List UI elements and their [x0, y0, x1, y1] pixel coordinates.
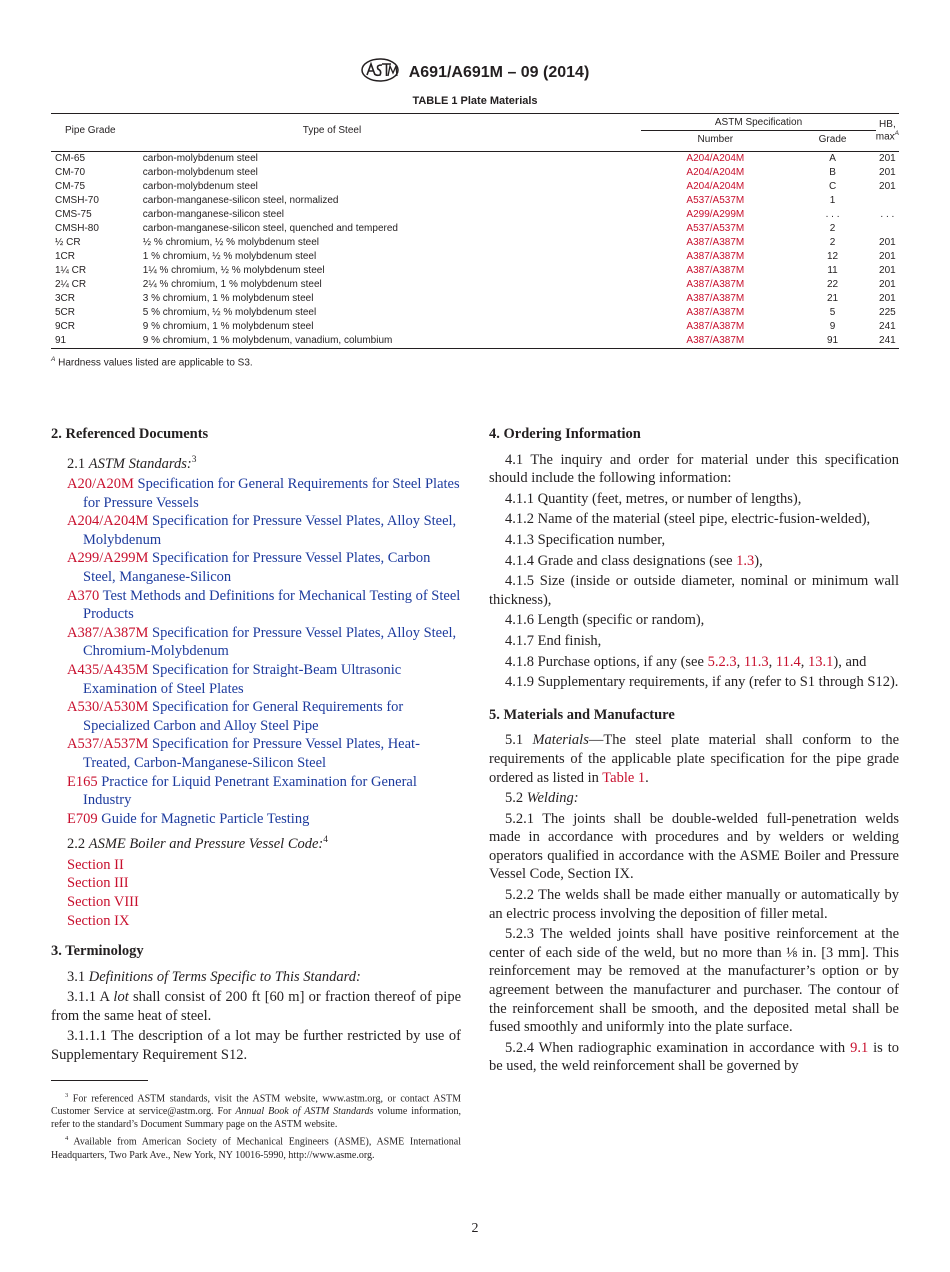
standard-code[interactable]: A387/A387M: [67, 624, 149, 641]
table-caption: TABLE 1 Plate Materials: [412, 95, 538, 107]
standard-code[interactable]: A20/A20M: [67, 476, 134, 493]
asme-section-link[interactable]: Section VIII: [67, 893, 139, 910]
spec-number-link[interactable]: A387/A387M: [686, 265, 745, 276]
hb-max-cell: 201: [879, 279, 896, 290]
spec-grade-cell: 1: [829, 195, 836, 206]
spec-grade-cell: 12: [826, 251, 839, 262]
col-header-grade: Grade: [818, 133, 847, 145]
page-number: 2: [471, 1221, 479, 1236]
pipe-grade-cell: 1CR: [55, 251, 76, 262]
steel-type-cell: carbon-manganese-silicon steel: [142, 209, 284, 220]
spec-number-link[interactable]: A387/A387M: [686, 251, 745, 262]
table-row: [51, 278, 899, 292]
document-designation: A691/A691M – 09 (2014): [408, 63, 590, 81]
hb-max-cell: 201: [879, 181, 896, 192]
table-row: [51, 306, 899, 320]
col-header-hb-max: HB, $\max^A$: [876, 114, 899, 148]
steel-type-cell: 1 % chromium, ½ % molybdenum steel: [142, 251, 317, 262]
standard-code[interactable]: A299/A299M: [67, 550, 149, 567]
section-2-1: 2.1 ASTM Standards:$^3$: [67, 454, 197, 472]
standard-code[interactable]: E165: [67, 773, 98, 790]
spec-grade-cell: 22: [826, 279, 839, 290]
section-4-1-6: 4.1.6 Length (specific or random),: [505, 612, 705, 629]
xref-table-1[interactable]: Table 1: [602, 769, 646, 786]
section-4-1-3: 4.1.3 Specification number,: [505, 531, 666, 548]
steel-type-cell: carbon-molybdenum steel: [142, 167, 258, 178]
asme-section-link[interactable]: Section III: [67, 875, 129, 892]
pipe-grade-cell: CM-70: [55, 167, 86, 178]
pipe-grade-cell: 91: [51, 334, 143, 349]
asme-sections-list: [51, 856, 461, 930]
standard-code[interactable]: E709: [67, 810, 98, 827]
section-5-2-4: 5.2.4 When radiographic examination in accordance with 9.1 is to be used, the weld reinforcement shall be governed by: [489, 1039, 899, 1075]
table-row: [51, 152, 899, 167]
steel-type-cell: carbon-manganese-silicon steel, normalized: [142, 195, 339, 206]
spec-grade-cell: 2: [829, 223, 836, 234]
spec-grade-cell: 21: [826, 293, 839, 304]
spec-grade-cell: . . .: [825, 209, 840, 220]
xref-13-1[interactable]: 13.1: [808, 653, 834, 670]
xref-9-1[interactable]: 9.1: [850, 1039, 869, 1056]
spec-number-link[interactable]: A387/A387M: [686, 321, 745, 332]
table-row: [51, 292, 899, 306]
referenced-standards-list: [51, 475, 461, 828]
section-4-1: 4.1 The inquiry and order for material under this specification should include the following information:: [489, 451, 899, 487]
section-4-1-8: 4.1.8 Purchase options, if any (see 5.2.3, 11.3, 11.4, 13.1), and: [505, 653, 867, 670]
table-row: [51, 264, 899, 278]
hb-max-cell: 201: [879, 153, 896, 164]
standard-title[interactable]: Practice for Liquid Penetrant Examination for General Industry: [83, 773, 417, 809]
spec-grade-cell: C: [828, 181, 837, 192]
asme-section-link[interactable]: Section IX: [67, 912, 130, 929]
standard-code[interactable]: A370: [67, 587, 100, 604]
section-2-heading: 2. Referenced Documents: [51, 426, 209, 442]
pipe-grade-cell: CMS-75: [55, 209, 92, 220]
section-4-1-5: 4.1.5 Size (inside or outside diameter, nominal or minimum wall thickness),: [489, 573, 899, 608]
col-header-number: Number: [697, 133, 734, 145]
spec-number-link[interactable]: A387/A387M: [686, 279, 745, 290]
section-5-2: 5.2 Welding:: [505, 790, 579, 807]
pipe-grade-cell: 5CR: [55, 307, 76, 318]
spec-grade-cell: 2: [829, 237, 836, 248]
table-row: [51, 222, 899, 236]
right-column: [489, 425, 899, 1078]
pipe-grade-cell: 3CR: [55, 293, 76, 304]
pipe-grade-cell: 2¼ CR: [55, 279, 87, 290]
footnote-3: $^3$ For referenced ASTM standards, visit the ASTM website, www.astm.org, or contact ASTM Customer Service at service@astm.org. For Annual Book of ASTM Standards volume information, refer to the standard’s Document Summary page on the ASTM website.: [51, 1092, 461, 1131]
table-row: [51, 194, 899, 208]
section-4-heading: 4. Ordering Information: [489, 426, 641, 442]
pipe-grade-cell: CM-75: [55, 181, 86, 192]
pipe-grade-cell: ½ CR: [55, 237, 81, 248]
spec-grade-cell: A: [829, 153, 836, 164]
referenced-standard[interactable]: [67, 735, 461, 772]
footnotes: [51, 1089, 461, 1163]
steel-type-cell: 2¼ % chromium, 1 % molybdenum steel: [142, 279, 322, 290]
steel-type-cell: 5 % chromium, ½ % molybdenum steel: [142, 307, 317, 318]
pipe-grade-cell: CM-65: [55, 153, 86, 164]
standard-title[interactable]: Specification for General Requirements for Specialized Carbon and Alloy Steel Pipe: [83, 699, 404, 734]
pipe-grade-cell: 1¼ CR: [55, 265, 87, 276]
spec-grade-cell: 9: [829, 321, 836, 332]
spec-number-link[interactable]: A387/A387M: [686, 237, 745, 248]
standard-code[interactable]: A530/A530M: [67, 699, 149, 716]
hb-max-cell: 241: [879, 321, 896, 332]
section-4-1-9: 4.1.9 Supplementary requirements, if any (refer to S1 through S12).: [505, 674, 899, 691]
table-row: [51, 236, 899, 250]
footnote-rule: [51, 1080, 148, 1081]
standard-title[interactable]: Test Methods and Definitions for Mechanical Testing of Steel Products: [83, 587, 461, 623]
table-row: [51, 250, 899, 264]
referenced-standard[interactable]: [67, 810, 461, 829]
referenced-standard[interactable]: [67, 512, 461, 549]
section-4-1-2: 4.1.2 Name of the material (steel pipe, electric-fusion-welded),: [505, 511, 871, 528]
footnote-4: $^4$ Available from American Society of Mechanical Engineers (ASME), ASME International Headquarters, Two Park Ave., New York, NY 10016-5990, http://www.asme.org.: [51, 1135, 461, 1161]
hb-max-cell: 201: [879, 251, 896, 262]
standard-title[interactable]: Guide for Magnetic Particle Testing: [97, 810, 310, 827]
table-row: [51, 180, 899, 194]
steel-type-cell: 3 % chromium, 1 % molybdenum steel: [142, 293, 314, 304]
spec-number-link[interactable]: A537/A537M: [686, 195, 745, 206]
hb-max-cell: 201: [879, 265, 896, 276]
hb-max-cell: 201: [879, 237, 896, 248]
steel-type-cell: 9 % chromium, 1 % molybdenum steel: [142, 321, 314, 332]
section-3-1-1: 3.1.1 A lot shall consist of 200 ft [60 m] or fraction thereof of pipe from the same heat of steel.: [51, 989, 461, 1024]
spec-number-link[interactable]: A299/A299M: [686, 209, 745, 220]
hb-max-cell: 225: [879, 307, 896, 318]
pipe-grade-cell: 9CR: [55, 321, 76, 332]
document-header: [0, 58, 950, 87]
section-4-1-4: 4.1.4 Grade and class designations (see 1.3),: [505, 552, 763, 569]
standard-title[interactable]: Specification for Straight-Beam Ultrasonic Examination of Steel Plates: [83, 661, 402, 697]
xref-1-3[interactable]: 1.3: [736, 552, 755, 569]
astm-logo-icon: [361, 58, 399, 87]
standard-title[interactable]: Specification for General Requirements for Steel Plates for Pressure Vessels: [83, 476, 460, 511]
spec-grade-cell: 91: [789, 334, 875, 349]
section-5-1: 5.1 Materials—The steel plate material shall conform to the requirements of the applicable plate specification for the pipe grade ordered as listed in Table 1.: [489, 732, 900, 786]
standard-title[interactable]: Specification for Pressure Vessel Plates, Alloy Steel, Chromium-Molybdenum: [83, 624, 457, 660]
section-3-1-1-1: 3.1.1.1 The description of a lot may be further restricted by use of Supplementary Requirement S12.: [51, 1028, 461, 1064]
table-row: [51, 334, 899, 349]
table-footnote: $^A$ Hardness values listed are applicable to S3.: [51, 356, 253, 369]
section-4-1-1: 4.1.1 Quantity (feet, metres, or number of lengths),: [505, 490, 802, 507]
hb-max-cell: 201: [879, 293, 896, 304]
plate-materials-table: [51, 113, 899, 349]
left-column: [51, 425, 461, 1067]
section-5-heading: 5. Materials and Manufacture: [489, 706, 675, 723]
section-4-1-7: 4.1.7 End finish,: [505, 632, 602, 649]
spec-grade-cell: 5: [829, 307, 836, 318]
referenced-standard[interactable]: [67, 475, 461, 512]
standard-title[interactable]: Specification for Pressure Vessel Plates, Heat-Treated, Carbon-Manganese-Silicon Steel: [83, 736, 420, 771]
standard-title[interactable]: Specification for Pressure Vessel Plates, Alloy Steel, Molybdenum: [83, 513, 457, 548]
spec-number-link[interactable]: A204/A204M: [686, 153, 745, 164]
pipe-grade-cell: CMSH-70: [55, 195, 99, 206]
col-header-type-of-steel: Type of Steel: [143, 114, 642, 148]
xref-11-4[interactable]: 11.4: [775, 653, 801, 670]
xref-11-3[interactable]: 11.3: [743, 653, 769, 670]
standard-code[interactable]: A204/A204M: [67, 513, 149, 530]
steel-type-cell: 9 % chromium, 1 % molybdenum, vanadium, columbium: [143, 334, 642, 349]
section-5-2-2: 5.2.2 The welds shall be made either manually or automatically by an electric process involving the deposition of filler metal.: [489, 887, 899, 922]
spec-number-link[interactable]: A537/A537M: [686, 223, 745, 234]
asme-section-link[interactable]: Section II: [67, 856, 124, 873]
section-5-2-3: 5.2.3 The welded joints shall have positive reinforcement at the center of each side of the weld, but no more than ⅛ in. [3 mm]. This reinforcement may be removed at the manufacturer’s option or by agreement between the manufacturer and purchaser. The contour of the reinforcement shall be smooth, and the deposited metal shall be fused smoothly and uniformly into the plate surface.: [489, 926, 899, 1036]
xref-5-2-3[interactable]: 5.2.3: [707, 653, 737, 670]
spec-number-link[interactable]: A387/A387M: [641, 334, 789, 349]
steel-type-cell: ½ % chromium, ½ % molybdenum steel: [142, 237, 319, 248]
spec-number-link[interactable]: A387/A387M: [686, 293, 745, 304]
spec-number-link[interactable]: A387/A387M: [686, 307, 745, 318]
hb-max-cell: 241: [876, 334, 899, 349]
pipe-grade-cell: CMSH-80: [55, 223, 99, 234]
steel-type-cell: carbon-manganese-silicon steel, quenched and tempered: [142, 223, 398, 234]
steel-type-cell: 1¼ % chromium, ½ % molybdenum steel: [142, 265, 325, 276]
table-row: [51, 166, 899, 180]
referenced-standard[interactable]: [67, 587, 461, 624]
standard-code[interactable]: A435/A435M: [67, 661, 149, 678]
hb-max-cell: [876, 222, 899, 236]
section-5-2-1: 5.2.1 The joints shall be double-welded full-penetration welds made in accordance with procedures and by welders or welding operators qualified in accordance with the ASME Boiler and Pressure Vessel Code, Section IX.: [489, 810, 899, 883]
hb-max-cell: [876, 194, 899, 208]
spec-number-link[interactable]: A204/A204M: [686, 167, 745, 178]
col-header-pipe-grade: Pipe Grade: [51, 114, 143, 148]
section-2-2: 2.2 ASME Boiler and Pressure Vessel Code:$^4$: [67, 835, 328, 853]
table-row: [51, 208, 899, 222]
spec-number-link[interactable]: A204/A204M: [686, 181, 745, 192]
standard-code[interactable]: A537/A537M: [67, 736, 149, 753]
col-header-astm-spec: ASTM Specification: [641, 114, 875, 131]
steel-type-cell: carbon-molybdenum steel: [142, 181, 258, 192]
hb-max-cell: . . .: [880, 209, 895, 220]
referenced-standard[interactable]: [67, 773, 461, 810]
steel-type-cell: carbon-molybdenum steel: [142, 153, 258, 164]
table-row: [51, 320, 899, 334]
referenced-standard[interactable]: [67, 661, 461, 698]
section-3-heading: 3. Terminology: [51, 943, 144, 960]
spec-grade-cell: B: [829, 167, 836, 178]
standard-title[interactable]: Specification for Pressure Vessel Plates, Carbon Steel, Manganese-Silicon: [83, 550, 431, 585]
referenced-standard[interactable]: [67, 624, 461, 661]
hb-max-cell: 201: [879, 167, 896, 178]
referenced-standard[interactable]: [67, 698, 461, 735]
referenced-standard[interactable]: [67, 549, 461, 586]
section-3-1: 3.1 Definitions of Terms Specific to This Standard:: [67, 968, 361, 985]
spec-grade-cell: 11: [827, 265, 838, 276]
